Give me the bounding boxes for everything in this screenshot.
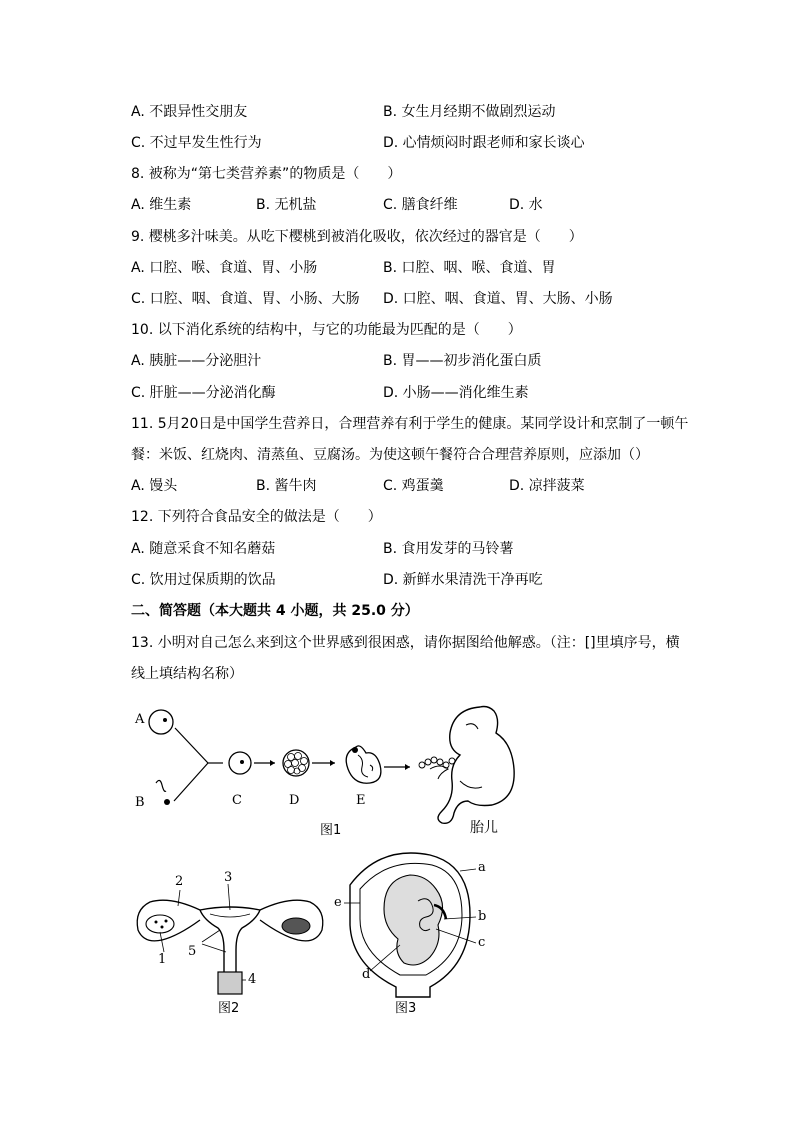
fig2-label-1: 1 (158, 952, 167, 967)
q7-option-a: A. 不跟异性交朋友 (131, 104, 248, 120)
q12-stem: 12. 下列符合食品安全的做法是（ ） (131, 509, 382, 525)
figure-3-drawing (330, 845, 500, 1000)
q10-option-b: B. 胃——初步消化蛋白质 (383, 353, 542, 369)
q8-stem: 8. 被称为“第七类营养素”的物质是（ ） (131, 166, 402, 182)
q10-option-c: C. 肝脏——分泌消化酶 (131, 385, 276, 401)
q9-option-d: D. 口腔、咽、食道、胃、大肠、小肠 (383, 291, 613, 307)
q11-stem-line2: 餐：米饭、红烧肉、清蒸鱼、豆腐汤。为使这顿午餐符合合理营养原则，应添加（） (131, 447, 649, 463)
fig1-label-c: C (232, 793, 242, 808)
q7-option-b: B. 女生月经期不做剧烈运动 (383, 104, 556, 120)
q12-option-d: D. 新鲜水果清洗干净再吃 (383, 572, 543, 588)
fig1-caption: 图1 (320, 823, 342, 838)
q12-option-a: A. 随意采食不知名蘑菇 (131, 541, 276, 557)
fig3-caption: 图3 (395, 1001, 417, 1016)
q9-stem: 9. 樱桃多汁味美。从吃下樱桃到被消化吸收，依次经过的器官是（ ） (131, 229, 583, 245)
q11-option-b: B. 酱牛肉 (256, 478, 317, 494)
fig2-label-4: 4 (248, 972, 257, 987)
q9-option-c: C. 口腔、咽、食道、胃、小肠、大肠 (131, 291, 360, 307)
fig3-label-a: a (478, 860, 486, 875)
fig1-label-a: A (135, 712, 145, 727)
q10-option-a: A. 胰脏——分泌胆汁 (131, 353, 262, 369)
q7-option-d: D. 心情烦闷时跟老师和家长谈心 (383, 135, 585, 151)
uterus (200, 907, 260, 980)
figure-3 (330, 845, 500, 1017)
fig2-caption: 图2 (218, 1001, 240, 1016)
fig3-label-b: b (478, 909, 487, 924)
q9-option-a: A. 口腔、喉、食道、胃、小肠 (131, 260, 318, 276)
ovary (146, 915, 174, 933)
fig1-fetus-label: 胎儿 (470, 820, 498, 836)
embryo (346, 746, 381, 783)
q7-option-c: C. 不过早发生性行为 (131, 135, 262, 151)
q13-stem-line1: 13. 小明对自己怎么来到这个世界感到很困惑，请你据图给他解惑。（注：[]里填序号，横 (131, 635, 680, 651)
section-heading: 二、简答题（本大题共 4 小题，共 25.0 分） (131, 603, 419, 619)
q9-option-b: B. 口腔、咽、喉、食道、胃 (383, 260, 556, 276)
q12-option-b: B. 食用发芽的马铃薯 (383, 541, 514, 557)
zygote (229, 752, 251, 774)
figure-2 (130, 872, 330, 1017)
sperm-cell (156, 780, 166, 791)
q11-stem-line1: 11. 5月20日是中国学生营养日，合理营养有利于学生的健康。某同学设计和烹制了一顿午 (131, 416, 689, 432)
q11-option-c: C. 鸡蛋羹 (383, 478, 444, 494)
q11-option-d: D. 凉拌菠菜 (509, 478, 585, 494)
fig1-label-b: B (135, 795, 145, 810)
q11-option-a: A. 馒头 (131, 478, 178, 494)
q13-stem-line2: 线上填结构名称） (131, 666, 243, 682)
vagina (218, 972, 242, 994)
figure-1 (130, 695, 530, 840)
q8-option-d: D. 水 (509, 197, 543, 213)
fig3-label-c: c (478, 935, 486, 950)
fig2-label-5: 5 (188, 944, 197, 959)
q8-option-a: A. 维生素 (131, 197, 192, 213)
morula (283, 750, 309, 776)
fig2-label-3: 3 (224, 870, 233, 885)
fig1-label-e: E (356, 793, 366, 808)
fig3-label-e: e (334, 895, 342, 910)
egg-cell (149, 710, 173, 734)
fig1-label-d: D (289, 793, 300, 808)
fig3-label-d: d (362, 967, 371, 982)
fig2-label-2: 2 (175, 874, 184, 889)
q8-option-c: C. 膳食纤维 (383, 197, 458, 213)
q12-option-c: C. 饮用过保质期的饮品 (131, 572, 276, 588)
figure-2-drawing (130, 872, 330, 1012)
q10-option-d: D. 小肠——消化维生素 (383, 385, 529, 401)
q8-option-b: B. 无机盐 (256, 197, 317, 213)
q10-stem: 10. 以下消化系统的结构中，与它的功能最为匹配的是（ ） (131, 322, 522, 338)
